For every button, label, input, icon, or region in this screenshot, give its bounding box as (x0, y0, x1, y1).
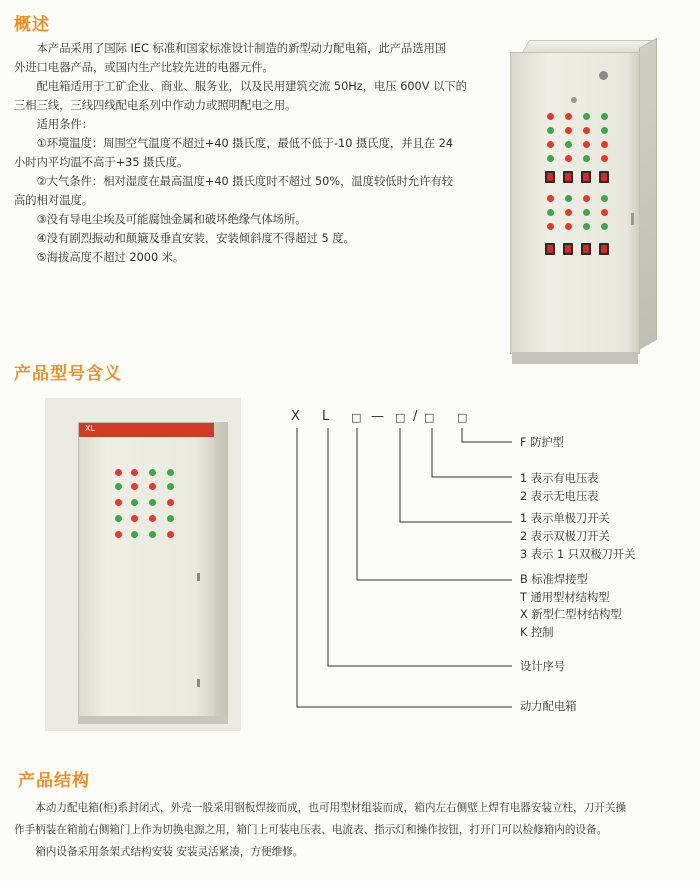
section-title-model: 产品型号含义 (14, 364, 122, 384)
code-box-3: □ (424, 411, 435, 424)
code-desc-general-profile: T 通用型材结构型 (520, 591, 610, 604)
code-dash: — (371, 409, 384, 424)
code-desc-new-profile: X 新型仁型材结构型 (520, 608, 622, 621)
code-desc-single-pole: 1 表示单极刀开关 (520, 512, 610, 525)
cabinet-label: XL (85, 424, 95, 433)
overview-line: 三相三线，三线四线配电系列中作动力或照明配电之用。 (14, 99, 297, 112)
code-desc-design-number: 设计序号 (520, 660, 566, 673)
code-box-4: □ (457, 411, 468, 424)
code-desc-welded: B 标准焊接型 (520, 573, 588, 586)
section-title-structure: 产品结构 (18, 771, 90, 791)
structure-text (14, 797, 626, 863)
overview-line: ③没有导电尘埃及可能腐蚀金属和破坏绝缘气体场所。 (36, 213, 307, 226)
code-box-1: □ (351, 411, 362, 424)
code-desc-one-double-pole: 3 表示 1 只双极刀开关 (520, 548, 636, 561)
structure-line: 箱内设备采用条架式结构安装 安装灵活紧凑，方便维修。 (35, 846, 304, 858)
overview-line: ④没有剧烈振动和颠簸及垂直安装，安装倾斜度不得超过 5 度。 (36, 232, 355, 245)
code-desc-power-box: 动力配电箱 (520, 700, 577, 713)
code-x: X (291, 409, 300, 424)
overview-line: ①环境温度：周围空气温度不超过+40 摄氏度，最低不低于-10 摄氏度，并且在 24 (36, 137, 454, 150)
code-slash: / (413, 409, 418, 424)
structure-line: 作手柄装在箱前右侧箱门上作为切换电源之用，箱门上可装电压表、电流表、指示灯和操作按钮，打开门可以检修箱内的设备。 (14, 824, 608, 836)
code-desc-with-voltmeter: 1 表示有电压表 (520, 472, 599, 485)
code-desc-without-voltmeter: 2 表示无电压表 (520, 490, 599, 503)
code-desc-double-pole: 2 表示双极刀开关 (520, 530, 610, 543)
overview-line: 高的相对温度。 (14, 194, 94, 207)
overview-line: 配电箱适用于工矿企业、商业、服务业，以及民用建筑交流 50Hz，电压 600V 以下的 (36, 80, 467, 93)
overview-line: 适用条件： (36, 118, 94, 131)
overview-line: 外进口电器产品，或国内生产比较先进的电器元件。 (14, 61, 274, 74)
overview-line: 小时内平均温不高于+35 摄氏度。 (14, 156, 189, 169)
section-title-overview: 概述 (14, 15, 50, 35)
code-desc-protective: F 防护型 (520, 436, 564, 449)
overview-line: ②大气条件：相对湿度在最高温度+40 摄氏度时不超过 50%，温度较低时允许有较 (36, 175, 454, 188)
overview-line: ⑤海拔高度不超过 2000 米。 (36, 251, 185, 264)
code-l: L (322, 409, 330, 424)
overview-line: 本产品采用了国际 IEC 标准和国家标准设计制造的新型动力配电箱，此产品选用国 (36, 42, 447, 55)
code-desc-control: K 控制 (520, 626, 554, 639)
structure-line: 本动力配电箱(柜)系封闭式，外壳一般采用钢板焊接而成，也可用型材组装而成，箱内左右侧壁上焊有电器安装立柱，刀开关操 (35, 802, 627, 814)
code-box-2: □ (395, 411, 406, 424)
